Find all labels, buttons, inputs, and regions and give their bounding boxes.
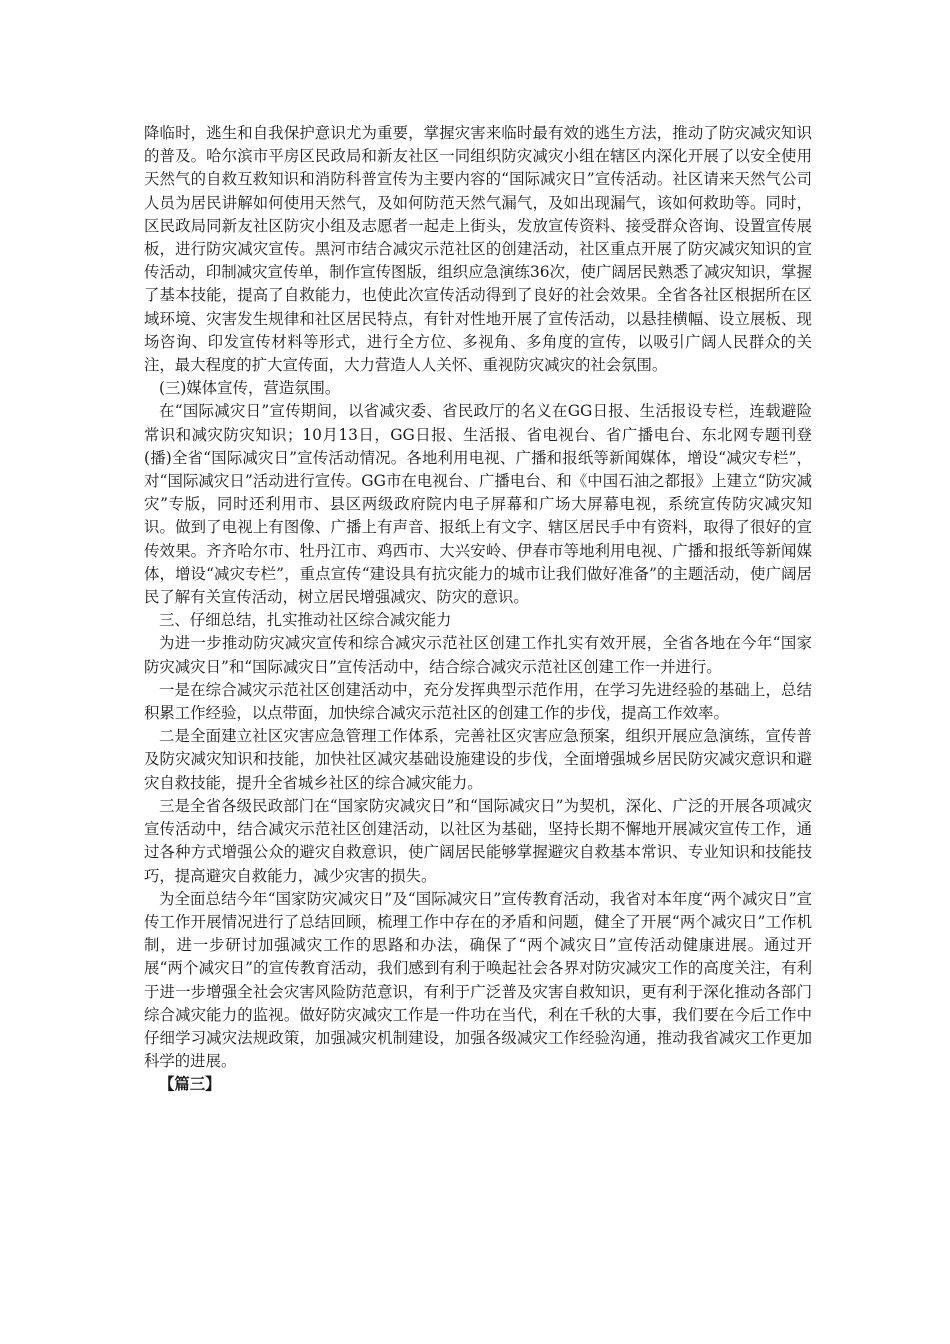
paragraph-point-three: 三是全省各级民政部门在“国家防灾减灾日”和“国际减灾日”为契机，深化、广泛的开展各项减灾宣传活动中，结合减灾示范社区创建活动，以社区为基础，坚持长期不懈地开展减灾宣传工作，通过各种方式增强公众的避灾自救意识，使广阔居民能够掌握避灾自救基本常识、专业知识和技能技巧，提高避灾自救能力，减少灾害的损失。: [144, 796, 812, 885]
subheading-media-publicity: (三)媒体宣传，营造氛围。: [159, 379, 341, 398]
paragraph-media-publicity: 在“国际减灾日”宣传期间，以省减灾委、省民政厅的名义在GG日报、生活报设专栏，连载避险常识和减灾防灾知识；10月13日，GG日报、生活报、省电视台、省广播电台、东北网专题刊登(播)全省“国际减灾日”宣传活动情况。各地利用电视、广播和报纸等新闻媒体，增设“减灾专栏”，对“国际减灾日”活动进行宣传。GG市在电视台、广播电台、和《中国石油之都报》上建立“防灾减灾”专版，同时还利用市、县区两级政府院内电子屏幕和广场大屏幕电视，系统宣传防灾减灾知识。做到了电视上有图像、广播上有声音、报纸上有文字、辖区居民手中有资料，取得了很好的宣传效果。齐齐哈尔市、牡丹江市、鸡西市、大兴安岭、伊春市等地利用电视、广播和报纸等新闻媒体，增设“减灾专栏”，重点宣传“建设具有抗灾能力的城市让我们做好准备”的主题活动，使广阔居民了解有关宣传活动，树立居民增强减灾、防灾的意识。: [144, 402, 812, 607]
section-heading-three: 三、仔细总结，扎实推动社区综合减灾能力: [159, 611, 452, 630]
paragraph-summary: 为全面总结今年“国家防灾减灾日”及“国际减灾日”宣传教育活动，我省对本年度“两个减灾日”宣传工作开展情况进行了总结回顾，梳理工作中存在的矛盾和问题，健全了开展“两个减灾日”工作机制，进一步研讨加强减灾工作的思路和办法，确保了“两个减灾日”宣传活动健康进展。通过开展“两个减灾日”的宣传教育活动，我们感到有利于唤起社会各界对防灾减灾工作的高度关注，有利于进一步增强全社会灾害风险防范意识，有利于广泛普及灾害自救知识，更有利于深化推动各部门综合减灾能力的监视。做好防灾减灾工作是一件功在当代，利在千秋的大事，我们要在今后工作中仔细学习减灾法规政策，加强减灾机制建设，加强各级减灾工作经验沟通，推动我省减灾工作更加科学的进展。: [144, 889, 812, 1071]
paragraph-point-one: 一是在综合减灾示范社区创建活动中，充分发挥典型示范作用，在学习先进经验的基础上，总结积累工作经验，以点带面，加快综合减灾示范社区的创建工作的步伐，提高工作效率。: [144, 680, 812, 723]
paragraph-section-three-intro: 为进一步推动防灾减灾宣传和综合减灾示范社区创建工作扎实有效开展，全省各地在今年“国家防灾减灾日”和“国际减灾日”宣传活动中，结合综合减灾示范社区创建工作一并进行。: [144, 634, 812, 676]
paragraph-community-education: 降临时，逃生和自我保护意识尤为重要，掌握灾害来临时最有效的逃生方法，推动了防灾减灾知识的普及。哈尔滨市平房区民政局和新友社区一同组织防灾减灾小组在辖区内深化开展了以安全使用天然气的自救互救知识和消防科普宣传为主要内容的“国际减灾日”宣传活动。社区请来天然气公司人员为居民讲解如何使用天然气，及如何防范天然气漏气，及如出现漏气，该如何救助等。同时，区民政局同新友社区防灾小组及志愿者一起走上街头，发放宣传资料、接受群众咨询、设置宣传展板，进行防灾减灾宣传。黑河市结合减灾示范社区的创建活动，社区重点开展了防灾减灾知识的宣传活动，印制减灾宣传单，制作宣传图版，组织应急演练36次，使广阔居民熟悉了减灾知识，掌握了基本技能，提高了自救能力，也使此次宣传活动得到了良好的社会效果。全省各社区根据所在区域环境、灾害发生规律和社区居民特点，有针对性地开展了宣传活动，以悬挂横幅、设立展板、现场咨询、印发宣传材料等形式，进行全方位、多视角、多角度的宣传，以吸引广阔人民群众的关注，最大程度的扩大宣传面，大力营造人人关怀、重视防灾减灾的社会氛围。: [144, 124, 812, 375]
document-body: [144, 122, 812, 1097]
paragraph-point-two: 二是全面建立社区灾害应急管理工作体系，完善社区灾害应急预案，组织开展应急演练，宣传普及防灾减灾知识和技能，加快社区减灾基础设施建设的步伐，全面增强城乡居民防灾减灾意识和避灾自救技能，提升全省城乡社区的综合减灾能力。: [144, 727, 812, 792]
section-marker-part-three: 【篇三】: [159, 1075, 221, 1094]
